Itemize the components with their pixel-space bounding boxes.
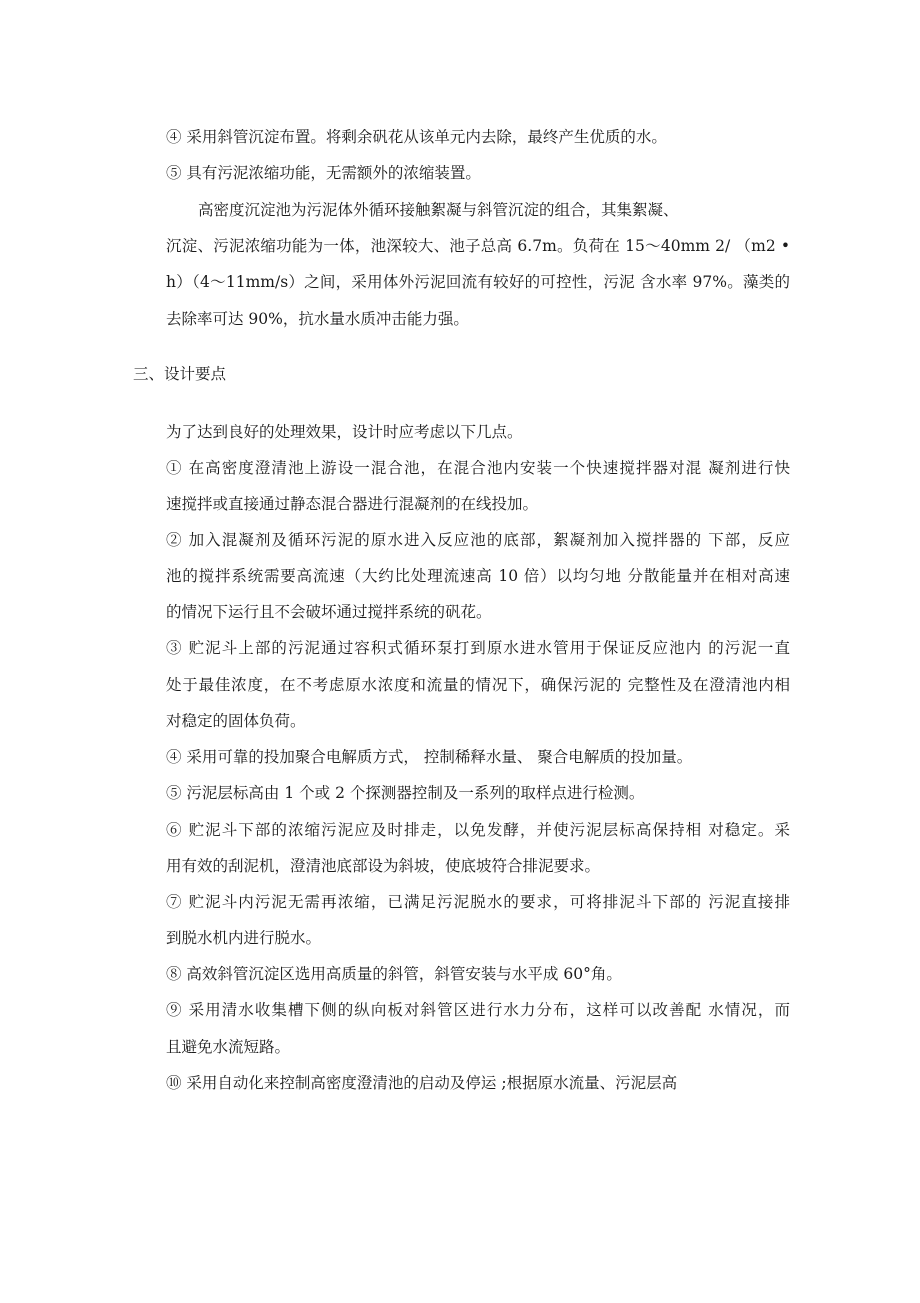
design-point-1-line-1: ① 在高密度澄清池上游设一混合池，在混合池内安装一个快速搅拌器对混 凝剂进行快 — [166, 459, 790, 477]
design-point-3-line-2: 处于最佳浓度，在不考虑原水浓度和流量的情况下，确保污泥的 完整性及在澄清池内相 — [166, 676, 790, 694]
design-point-4: ④ 采用可靠的投加聚合电解质方式， 控制稀释水量、 聚合电解质的投加量。 — [166, 748, 693, 766]
intro-line-3: h）（4～11mm/s）之间，采用体外污泥回流有较好的可控性，污泥 含水率 97%。藻类的 — [166, 273, 790, 291]
design-point-7-line-1: ⑦ 贮泥斗内污泥无需再浓缩，已满足污泥脱水的要求，可将排泥斗下部的 污泥直接排 — [166, 893, 790, 911]
design-point-8: ⑧ 高效斜管沉淀区选用高质量的斜管，斜管安装与水平成 60°角。 — [166, 965, 622, 983]
design-point-2-line-2: 池的搅拌系统需要高流速（大约比处理流速高 10 倍）以均匀地 分散能量并在相对高速 — [166, 567, 790, 585]
design-point-10: ⑩ 采用自动化来控制高密度澄清池的启动及停运 ;根据原水流量、污泥层高 — [166, 1074, 678, 1092]
intro-line-1: 高密度沉淀池为污泥体外循环接触絮凝与斜管沉淀的组合，其集絮凝、 — [198, 201, 679, 219]
list-item-5: ⑤ 具有污泥浓缩功能，无需额外的浓缩装置。 — [166, 164, 481, 182]
design-point-9-line-2: 且避免水流短路。 — [166, 1038, 291, 1056]
design-point-1-line-2: 速搅拌或直接通过静态混合器进行混凝剂的在线投加。 — [166, 495, 539, 513]
design-point-2-line-1: ② 加入混凝剂及循环污泥的原水进入反应池的底部，絮凝剂加入搅拌器的 下部，反应 — [166, 531, 790, 549]
design-point-6-line-1: ⑥ 贮泥斗下部的浓缩污泥应及时排走，以免发酵，并使污泥层标高保持相 对稳定。采 — [166, 821, 790, 839]
intro-line-4: 去除率可达 90%，抗水量水质冲击能力强。 — [166, 310, 469, 328]
design-intro: 为了达到良好的处理效果，设计时应考虑以下几点。 — [166, 423, 523, 441]
design-point-5: ⑤ 污泥层标高由 1 个或 2 个探测器控制及一系列的取样点进行检测。 — [166, 784, 645, 802]
intro-line-2: 沉淀、污泥浓缩功能为一体，池深较大、池子总高 6.7m。负荷在 15～40mm 2/ （m2 • — [166, 237, 790, 255]
design-point-7-line-2: 到脱水机内进行脱水。 — [166, 929, 322, 947]
section-heading: 三、设计要点 — [133, 365, 227, 383]
design-point-9-line-1: ⑨ 采用清水收集槽下侧的纵向板对斜管区进行水力分布，这样可以改善配 水情况，而 — [166, 1001, 790, 1019]
design-point-2-line-3: 的情况下运行且不会破坏通过搅拌系统的矾花。 — [166, 603, 492, 621]
list-item-4: ④ 采用斜管沉淀布置。将剩余矾花从该单元内去除，最终产生优质的水。 — [166, 128, 667, 146]
design-point-6-line-2: 用有效的刮泥机，澄清池底部设为斜坡，使底坡符合排泥要求。 — [166, 857, 601, 875]
design-point-3-line-1: ③ 贮泥斗上部的污泥通过容积式循环泵打到原水进水管用于保证反应池内 的污泥一直 — [166, 639, 790, 657]
design-point-3-line-3: 对稳定的固体负荷。 — [166, 712, 306, 730]
